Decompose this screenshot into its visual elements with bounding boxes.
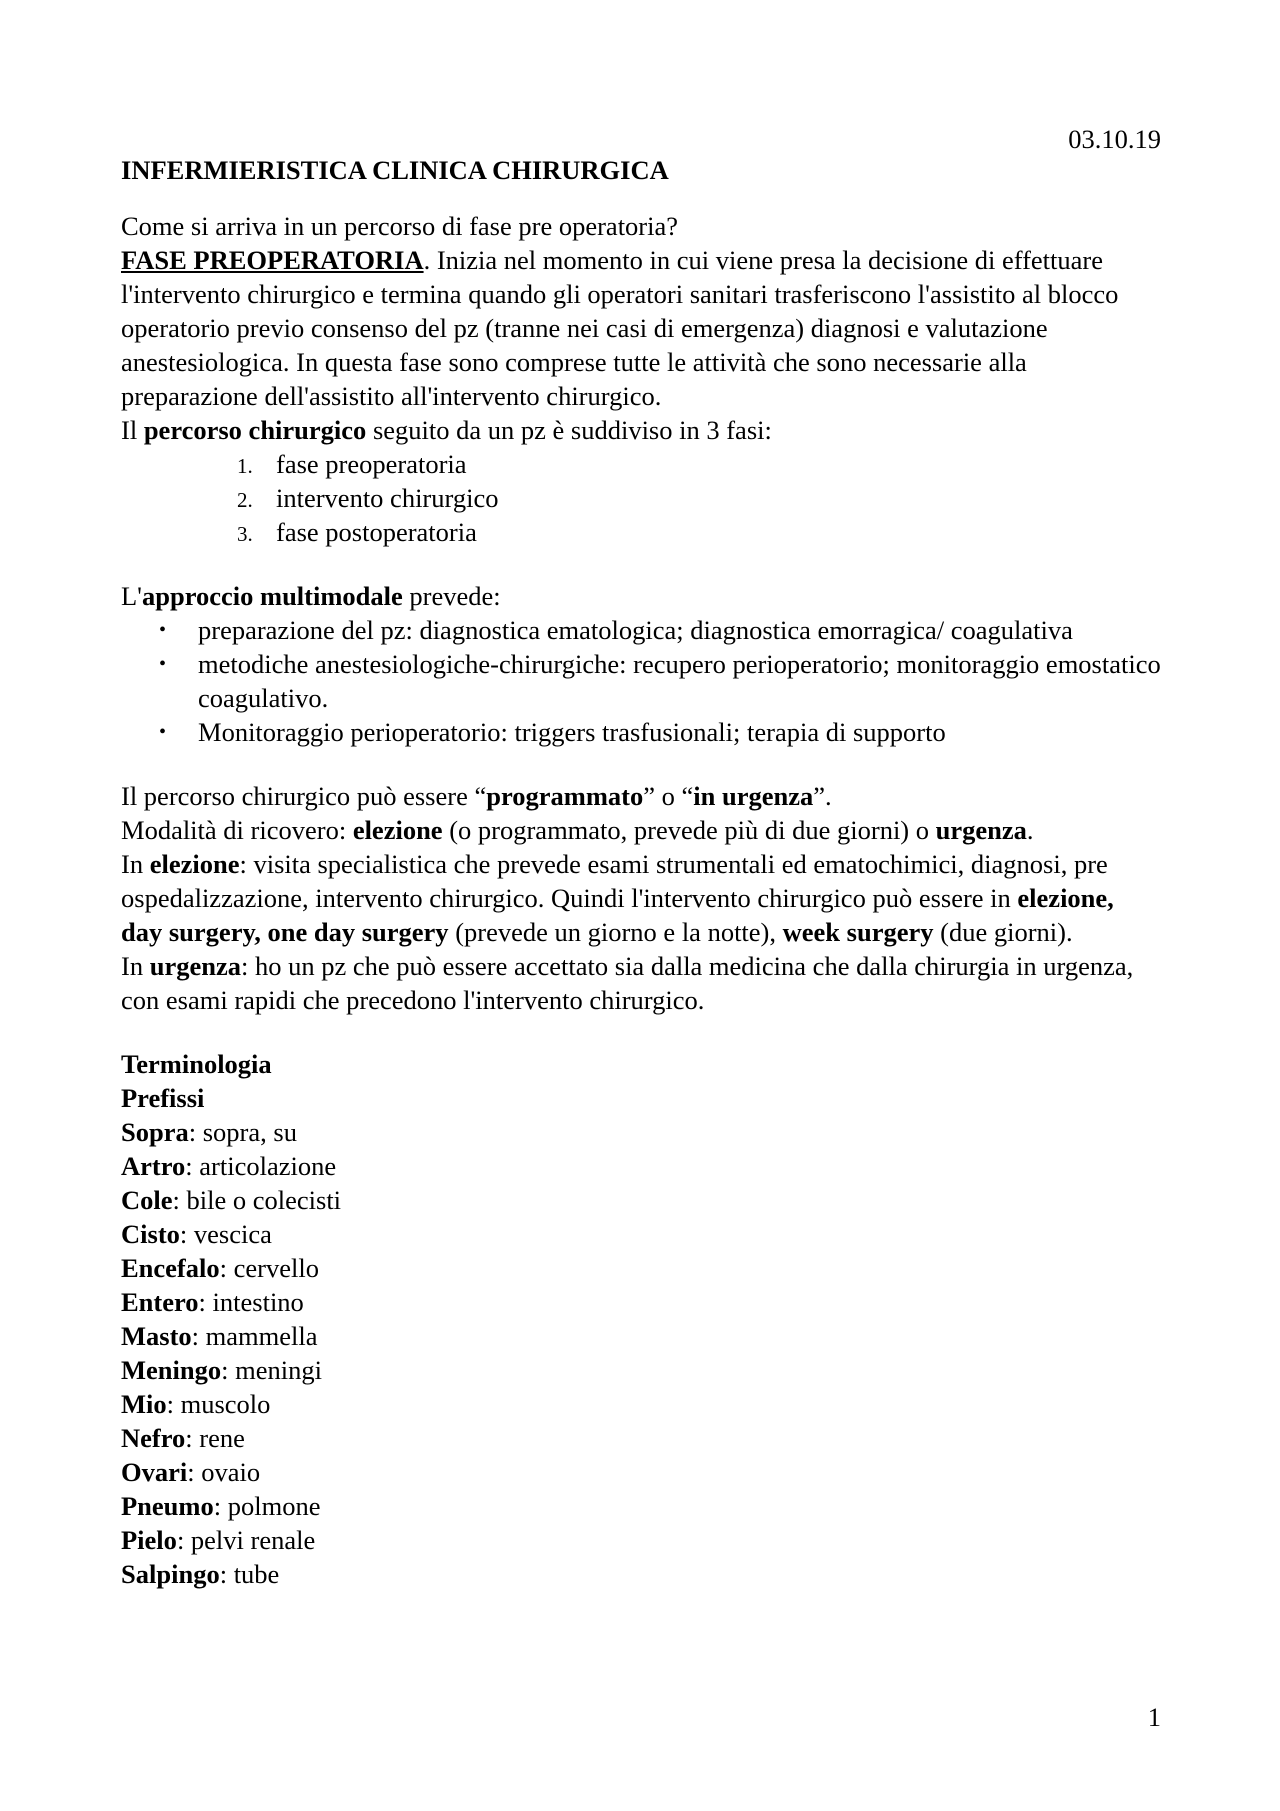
document-body xyxy=(121,153,1161,1591)
term-row xyxy=(121,1319,1161,1353)
fase-text: fase postoperatoria xyxy=(276,517,477,547)
term-definition: : bile o colecisti xyxy=(172,1185,342,1215)
elezione-b3: week surgery xyxy=(782,917,934,947)
elezione-b1: elezione xyxy=(149,849,240,879)
term-row xyxy=(121,1217,1161,1251)
urgenza-t1: In xyxy=(121,951,150,981)
term-name: Entero xyxy=(121,1287,199,1317)
term-row xyxy=(121,1455,1161,1489)
programmato-paragraph xyxy=(121,779,1161,813)
term-name: Mio xyxy=(121,1389,167,1419)
term-name: Pielo xyxy=(121,1525,177,1555)
term-row xyxy=(121,1523,1161,1557)
elezione-t4: (due giorni). xyxy=(933,917,1073,947)
programmato-t3: ”. xyxy=(813,781,832,811)
term-name: Cole xyxy=(121,1185,173,1215)
approccio-paragraph xyxy=(121,579,1161,613)
modalita-t3: . xyxy=(1026,815,1034,845)
bullet-icon: • xyxy=(159,619,167,641)
elezione-b2: elezione, day surgery, one day surgery xyxy=(121,883,1114,947)
modalita-b2: urgenza xyxy=(935,815,1027,845)
term-row xyxy=(121,1557,1161,1591)
approccio-text: preparazione del pz: diagnostica ematologica; diagnostica emorragica/ coagulativa xyxy=(198,615,1073,645)
urgenza-t2: : ho un pz che può essere accettato sia dalla medicina che dalla chirurgia in urgenza, con esami rapidi che precedono l'intervento chirurgico. xyxy=(121,951,1134,1015)
page-number: 1 xyxy=(1147,1702,1161,1732)
document-date: 03.10.19 xyxy=(1068,124,1161,154)
term-definition: : meningi xyxy=(221,1355,322,1385)
term-name: Cisto xyxy=(121,1219,180,1249)
term-name: Sopra xyxy=(121,1117,189,1147)
term-definition: : polmone xyxy=(213,1491,321,1521)
approccio-post: prevede: xyxy=(402,581,501,611)
approccio-item xyxy=(121,715,1161,749)
fase-preoperatoria-text: . Inizia nel momento in cui viene presa la decisione di effettuare l'intervento chirurgico e termina quando gli operatori sanitari trasferiscono l'assistito al blocco operatorio previo consenso del pz (tranne nei casi di emergenza) diagnosi e valutazione anestesiologica. In questa fase sono comprese tutte le attività che sono necessarie alla preparazione dell'assistito all'intervento chirurgico. xyxy=(121,245,1119,411)
modalita-paragraph xyxy=(121,813,1161,847)
terms-list xyxy=(121,1115,1161,1591)
term-definition: : intestino xyxy=(198,1287,304,1317)
term-row xyxy=(121,1489,1161,1523)
term-name: Meningo xyxy=(121,1355,222,1385)
intro-question: Come si arriva in un percorso di fase pre operatoria? xyxy=(121,211,679,241)
urgenza-paragraph xyxy=(121,949,1161,1017)
terminologia-heading xyxy=(121,1047,1161,1081)
term-definition: : cervello xyxy=(219,1253,319,1283)
term-name: Salpingo xyxy=(121,1559,220,1589)
terminologia-label: Terminologia xyxy=(121,1049,272,1079)
term-row xyxy=(121,1183,1161,1217)
term-row xyxy=(121,1387,1161,1421)
approccio-bold: approccio multimodale xyxy=(141,581,403,611)
programmato-b2: in urgenza xyxy=(693,781,814,811)
percorso-post: seguito da un pz è suddiviso in 3 fasi: xyxy=(366,415,772,445)
fase-preoperatoria-label: FASE PREOPERATORIA xyxy=(121,245,424,275)
term-definition: : vescica xyxy=(179,1219,272,1249)
term-definition: : mammella xyxy=(191,1321,318,1351)
fase-item xyxy=(121,447,1161,481)
modalita-t2: (o programmato, prevede più di due giorni) o xyxy=(442,815,936,845)
percorso-paragraph xyxy=(121,413,1161,447)
term-name: Nefro xyxy=(121,1423,186,1453)
term-definition: : tube xyxy=(219,1559,280,1589)
term-definition: : ovaio xyxy=(187,1457,261,1487)
bullet-icon: • xyxy=(159,721,167,743)
fase-text: fase preoperatoria xyxy=(276,449,467,479)
term-row xyxy=(121,1149,1161,1183)
term-row xyxy=(121,1251,1161,1285)
elezione-t1: In xyxy=(121,849,150,879)
list-number: 2. xyxy=(237,488,253,512)
percorso-pre: Il xyxy=(121,415,144,445)
prefissi-label: Prefissi xyxy=(121,1083,205,1113)
fasi-list xyxy=(121,447,1161,549)
term-definition: : rene xyxy=(185,1423,245,1453)
elezione-t2: : visita specialistica che prevede esami strumentali ed ematochimici, diagnosi, pre ospedalizzazione, intervento chirurgico. Quindi l'intervento chirurgico può essere in xyxy=(121,849,1108,913)
elezione-t3: (prevede un giorno e la notte), xyxy=(448,917,783,947)
approccio-pre: L' xyxy=(121,581,142,611)
approccio-text: metodiche anestesiologiche-chirurgiche: recupero perioperatorio; monitoraggio emostatico coagulativo. xyxy=(198,649,1161,713)
approccio-list xyxy=(121,613,1161,749)
term-name: Ovari xyxy=(121,1457,188,1487)
term-name: Pneumo xyxy=(121,1491,214,1521)
programmato-b1: programmato xyxy=(486,781,644,811)
term-definition: : sopra, su xyxy=(188,1117,297,1147)
urgenza-b1: urgenza xyxy=(149,951,241,981)
term-row xyxy=(121,1353,1161,1387)
modalita-b1: elezione xyxy=(352,815,443,845)
percorso-bold: percorso chirurgico xyxy=(143,415,367,445)
fase-text: intervento chirurgico xyxy=(276,483,499,513)
approccio-text: Monitoraggio perioperatorio: triggers trasfusionali; terapia di supporto xyxy=(198,717,946,747)
term-name: Masto xyxy=(121,1321,192,1351)
term-definition: : articolazione xyxy=(185,1151,337,1181)
term-definition: : pelvi renale xyxy=(176,1525,316,1555)
elezione-paragraph xyxy=(121,847,1161,949)
document-title: INFERMIERISTICA CLINICA CHIRURGICA xyxy=(121,155,669,185)
term-row xyxy=(121,1115,1161,1149)
list-number: 1. xyxy=(237,454,253,478)
term-row xyxy=(121,1285,1161,1319)
term-name: Artro xyxy=(121,1151,186,1181)
programmato-t1: Il percorso chirurgico può essere “ xyxy=(121,781,487,811)
modalita-t1: Modalità di ricovero: xyxy=(121,815,353,845)
prefissi-heading xyxy=(121,1081,1161,1115)
list-number: 3. xyxy=(237,522,253,546)
term-name: Encefalo xyxy=(121,1253,220,1283)
approccio-item xyxy=(121,647,1161,715)
term-definition: : muscolo xyxy=(166,1389,271,1419)
fase-item xyxy=(121,481,1161,515)
fase-item xyxy=(121,515,1161,549)
programmato-t2: ” o “ xyxy=(643,781,694,811)
approccio-item xyxy=(121,613,1161,647)
bullet-icon: • xyxy=(159,653,167,675)
fase-preoperatoria-paragraph xyxy=(121,243,1161,413)
term-row xyxy=(121,1421,1161,1455)
